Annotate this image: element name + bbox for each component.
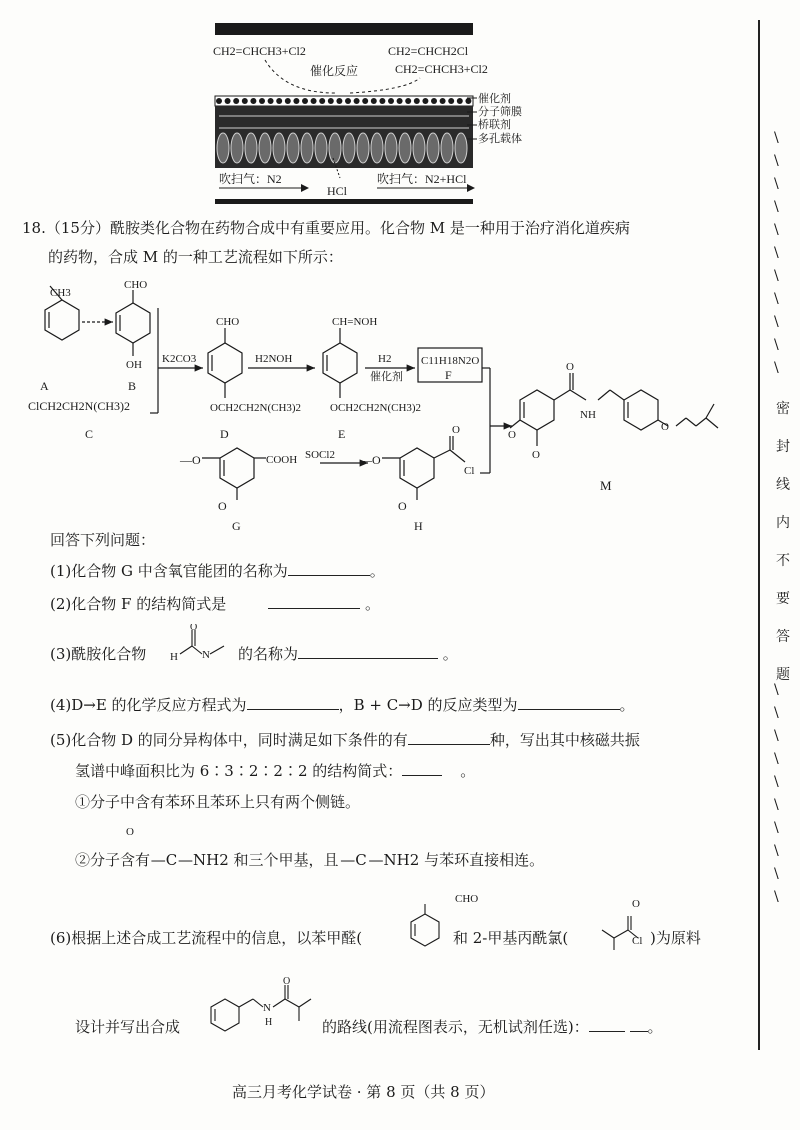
part-6: (6)根据上述合成工艺流程中的信息，以苯甲醛( bbox=[50, 929, 363, 947]
part-1: (1)化合物 G 中含氧官能团的名称为 。 bbox=[50, 562, 385, 580]
layer-label: 分子筛膜 bbox=[478, 106, 522, 118]
ch3-label: CH3 bbox=[50, 287, 71, 299]
p6-o: O bbox=[632, 898, 640, 910]
b-cho-label: CHO bbox=[124, 279, 148, 291]
margin-slash: \ bbox=[774, 820, 779, 836]
svg-text:N: N bbox=[202, 649, 210, 661]
pore-cell bbox=[301, 133, 313, 163]
margin-slash: \ bbox=[774, 774, 779, 790]
d-sub-label: OCH2CH2N(CH3)2 bbox=[210, 402, 302, 414]
margin-slash: \ bbox=[774, 705, 779, 721]
catalyst-label: 催化剂 bbox=[370, 371, 403, 383]
eq-right-top: CH2=CHCH2Cl bbox=[388, 44, 469, 58]
answer-blank[interactable] bbox=[268, 594, 360, 609]
d-cho-label: CHO bbox=[216, 316, 240, 328]
part-5: (5)化合物 D 的同分异构体中，同时满足如下条件的有 种，写出其中核磁共振 bbox=[50, 731, 640, 749]
answer-prompt: 回答下列问题： bbox=[50, 531, 156, 549]
g-methoxy2: O bbox=[218, 499, 227, 513]
pore-cell bbox=[385, 133, 397, 163]
h-cl-label: Cl bbox=[464, 465, 475, 477]
catalyst-dot bbox=[319, 98, 325, 104]
part-3-tail: 的名称为 。 bbox=[238, 645, 458, 663]
margin-slash: \ bbox=[774, 337, 779, 353]
b-oh-label: OH bbox=[126, 359, 142, 371]
margin-slash: \ bbox=[774, 245, 779, 261]
synthesis-scheme bbox=[20, 278, 720, 538]
membrane-reactor-figure bbox=[205, 18, 535, 208]
eq-right-bottom: CH2=CHCH3+Cl2 bbox=[395, 62, 488, 76]
margin-char: 线 bbox=[776, 477, 790, 493]
hcl-product: HCl bbox=[327, 184, 348, 198]
pore-cell bbox=[427, 133, 439, 163]
catalyst-dot bbox=[233, 98, 239, 104]
g-cooh: COOH bbox=[266, 454, 298, 466]
pore-cell bbox=[441, 133, 453, 163]
catalyst-dot bbox=[371, 98, 377, 104]
part-5-line2: 氢谱中峰面积比为 6∶3∶2∶2∶2 的结构简式： 。 bbox=[75, 762, 476, 780]
reaction-label: 催化反应 bbox=[310, 64, 359, 78]
c-formula: ClCH2CH2N(CH3)2 bbox=[28, 399, 131, 413]
label-E: E bbox=[338, 427, 346, 441]
catalyst-dot bbox=[345, 98, 351, 104]
m-nh-label: NH bbox=[580, 409, 596, 421]
catalyst-dot bbox=[422, 98, 428, 104]
margin-slash: \ bbox=[774, 153, 779, 169]
margin-slash: \ bbox=[774, 176, 779, 192]
part-6-mid: 和 2-甲基丙酰氯( bbox=[453, 929, 569, 947]
margin-slash: \ bbox=[774, 889, 779, 905]
layer-label: 多孔载体 bbox=[478, 133, 522, 145]
margin-slash: \ bbox=[774, 797, 779, 813]
catalyst-dot bbox=[293, 98, 299, 104]
label-A: A bbox=[40, 379, 49, 393]
margin-slash: \ bbox=[774, 728, 779, 744]
part-4: (4)D→E 的化学反应方程式为 ，B + C→D 的反应类型为 。 bbox=[50, 696, 635, 714]
h2-label: H2 bbox=[378, 353, 392, 365]
m-o-methoxy2: O bbox=[532, 449, 540, 461]
part-6-tail: 的路线(用流程图表示，无机试剂任选)： 。 bbox=[322, 1018, 663, 1036]
catalyst-dot bbox=[250, 98, 256, 104]
catalyst-dot bbox=[302, 98, 308, 104]
socl2-label: SOCl2 bbox=[305, 449, 335, 461]
p6-cho: CHO bbox=[455, 893, 479, 905]
catalyst-dot bbox=[457, 98, 463, 104]
label-F: F bbox=[445, 368, 452, 382]
pore-cell bbox=[315, 133, 327, 163]
catalyst-dot bbox=[285, 98, 291, 104]
e-sub-label: OCH2CH2N(CH3)2 bbox=[330, 402, 422, 414]
label-B: B bbox=[128, 379, 137, 393]
catalyst-dot bbox=[328, 98, 334, 104]
pore-cell bbox=[343, 133, 355, 163]
part-2: (2)化合物 F 的结构简式是 。 bbox=[50, 595, 380, 613]
catalyst-dot bbox=[311, 98, 317, 104]
catalyst-layer bbox=[215, 96, 473, 106]
margin-slash: \ bbox=[774, 199, 779, 215]
label-C: C bbox=[85, 427, 94, 441]
m-o-methoxy: O bbox=[508, 429, 516, 441]
layer-label: 桥联剂 bbox=[478, 119, 511, 131]
catalyst-dot bbox=[388, 98, 394, 104]
answer-blank[interactable] bbox=[408, 730, 490, 745]
margin-slash: \ bbox=[774, 843, 779, 859]
label-M: M bbox=[600, 478, 612, 493]
label-D: D bbox=[220, 427, 229, 441]
catalyst-dot bbox=[397, 98, 403, 104]
margin-slash: \ bbox=[774, 314, 779, 330]
catalyst-dot bbox=[216, 98, 222, 104]
benzaldehyde-structure bbox=[403, 900, 453, 950]
pore-cell bbox=[371, 133, 383, 163]
pore-cell bbox=[287, 133, 299, 163]
catalyst-dot bbox=[448, 98, 454, 104]
pore-cell bbox=[273, 133, 285, 163]
c2-o: O bbox=[126, 826, 134, 838]
catalyst-dot bbox=[242, 98, 248, 104]
target-amide-structure bbox=[205, 975, 325, 1037]
condition-1: ①分子中含有苯环且苯环上只有两个侧链。 bbox=[75, 793, 361, 811]
margin-char: 封 bbox=[776, 439, 790, 455]
h-methoxy: —O bbox=[360, 453, 381, 467]
sweep-left: 吹扫气：N2 bbox=[219, 172, 282, 186]
margin-slash: \ bbox=[774, 682, 779, 698]
answer-blank[interactable] bbox=[589, 1017, 625, 1032]
answer-blank[interactable] bbox=[518, 695, 620, 710]
catalyst-dot bbox=[465, 98, 471, 104]
catalyst-dot bbox=[440, 98, 446, 104]
catalyst-dot bbox=[268, 98, 274, 104]
pore-cell bbox=[399, 133, 411, 163]
margin-char: 答 bbox=[776, 629, 790, 645]
e-oxime-label: CH=NOH bbox=[332, 316, 378, 328]
layer-label: 催化剂 bbox=[478, 93, 511, 105]
margin-slash: \ bbox=[774, 222, 779, 238]
catalyst-dot bbox=[336, 98, 342, 104]
eq-left: CH2=CHCH3+Cl2 bbox=[213, 44, 306, 58]
catalyst-dot bbox=[379, 98, 385, 104]
question-intro-line2: 的药物，合成 M 的一种工艺流程如下所示： bbox=[48, 248, 343, 266]
h-o-label: O bbox=[452, 424, 460, 436]
part-6-line2: 设计并写出合成 bbox=[75, 1018, 181, 1036]
pore-cell bbox=[357, 133, 369, 163]
catalyst-dot bbox=[362, 98, 368, 104]
catalyst-dot bbox=[414, 98, 420, 104]
part-6-end: )为原料 bbox=[650, 929, 701, 947]
acyl-chloride-structure bbox=[594, 912, 654, 952]
m-o-ether: O bbox=[661, 421, 669, 433]
svg-text:O: O bbox=[283, 976, 291, 987]
margin-char: 不 bbox=[776, 553, 790, 569]
pore-cell bbox=[329, 133, 341, 163]
margin-slash: \ bbox=[774, 751, 779, 767]
f-formula: C11H18N2O bbox=[421, 355, 480, 367]
margin-slash: \ bbox=[774, 268, 779, 284]
page-footer: 高三月考化学试卷 · 第 8 页（共 8 页） bbox=[232, 1083, 495, 1101]
catalyst-dot bbox=[225, 98, 231, 104]
catalyst-dot bbox=[431, 98, 437, 104]
margin-rule bbox=[758, 20, 760, 1050]
question-intro-line1: 18.（15分）酰胺类化合物在药物合成中有重要应用。化合物 M 是一种用于治疗消化道疾病 bbox=[22, 219, 630, 237]
pore-cell bbox=[259, 133, 271, 163]
margin-char: 题 bbox=[776, 667, 790, 683]
p6-cl: Cl bbox=[632, 935, 643, 947]
svg-text:H: H bbox=[170, 651, 178, 663]
pore-cell bbox=[455, 133, 467, 163]
k2co3-label: K2CO3 bbox=[162, 353, 197, 365]
m-o-label: O bbox=[566, 361, 574, 373]
answer-blank[interactable] bbox=[298, 644, 438, 659]
catalyst-dot bbox=[276, 98, 282, 104]
sweep-right: 吹扫气：N2+HCl bbox=[377, 172, 467, 186]
g-methoxy: —O bbox=[180, 453, 201, 467]
label-H: H bbox=[414, 519, 423, 533]
amide-structure bbox=[168, 624, 238, 668]
part-3: (3)酰胺化合物 bbox=[50, 645, 147, 663]
answer-blank[interactable] bbox=[402, 761, 442, 776]
pore-cell bbox=[217, 133, 229, 163]
svg-text:N: N bbox=[263, 1002, 271, 1014]
nh2oh-label: H2NOH bbox=[255, 353, 293, 365]
condition-2: ②分子含有—C—NH2 和三个甲基，且 —C —NH2 与苯环直接相连。 bbox=[75, 851, 545, 869]
margin-char: 要 bbox=[776, 591, 790, 607]
margin-char: 内 bbox=[776, 515, 790, 531]
catalyst-dot bbox=[259, 98, 265, 104]
margin-char: 密 bbox=[776, 401, 790, 417]
pore-cell bbox=[231, 133, 243, 163]
svg-text:H: H bbox=[265, 1017, 273, 1028]
margin-slash: \ bbox=[774, 360, 779, 376]
h-methoxy2: O bbox=[398, 499, 407, 513]
label-G: G bbox=[232, 519, 241, 533]
catalyst-dot bbox=[354, 98, 360, 104]
margin-slash: \ bbox=[774, 866, 779, 882]
svg-text:O: O bbox=[190, 624, 198, 633]
pore-cell bbox=[413, 133, 425, 163]
answer-blank[interactable] bbox=[288, 561, 370, 576]
answer-blank[interactable] bbox=[247, 695, 339, 710]
pore-cell bbox=[245, 133, 257, 163]
catalyst-dot bbox=[405, 98, 411, 104]
margin-slash: \ bbox=[774, 130, 779, 146]
margin-slash: \ bbox=[774, 291, 779, 307]
